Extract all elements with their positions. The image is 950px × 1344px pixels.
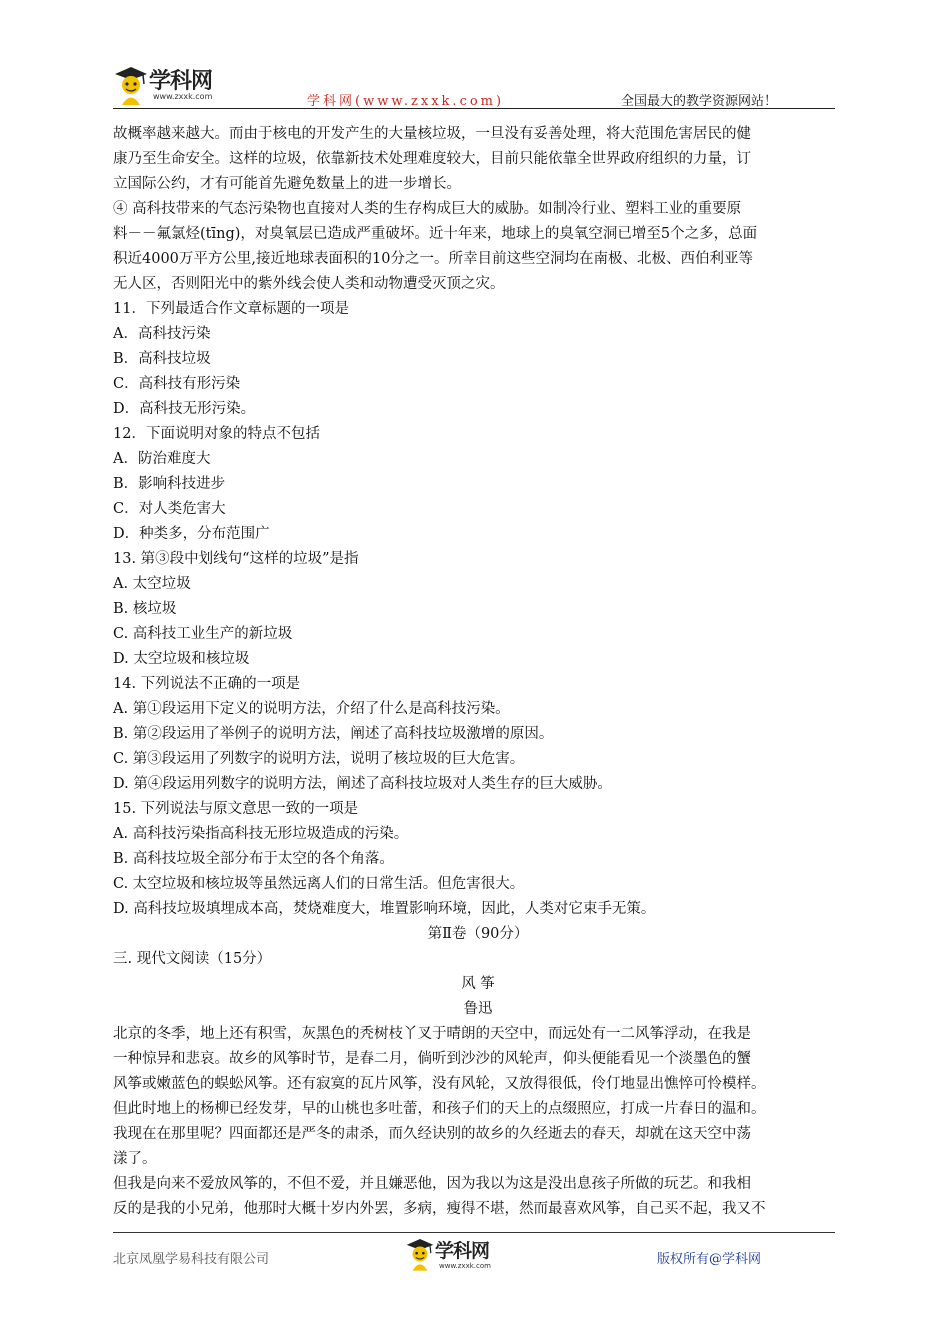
answer-option: D．高科技无形污染。 bbox=[113, 401, 256, 417]
footer-logo-url: www.zxxk.com bbox=[439, 1262, 491, 1270]
article-title: 风 筝 bbox=[461, 976, 495, 992]
answer-option: B. 高科技垃圾全部分布于太空的各个角落。 bbox=[113, 851, 394, 867]
passage-line: 漾了。 bbox=[113, 1151, 157, 1167]
passage-line: 一种惊异和悲哀。故乡的风筝时节，是春二月，倘听到沙沙的风轮声，仰头便能看见一个淡墨色的蟹 bbox=[113, 1051, 751, 1067]
passage-line: 康乃至生命安全。这样的垃圾，依靠新技术处理难度较大，目前只能依靠全世界政府组织的力量，订 bbox=[113, 151, 751, 167]
answer-option: D．种类多，分布范围广 bbox=[113, 526, 270, 542]
answer-option: A．高科技污染 bbox=[113, 326, 211, 342]
answer-option: A. 第①段运用下定义的说明方法，介绍了什么是高科技污染。 bbox=[113, 701, 510, 717]
site-logo[interactable] bbox=[113, 62, 233, 106]
answer-option: B. 核垃圾 bbox=[113, 601, 177, 617]
article-author: 鲁迅 bbox=[463, 1001, 493, 1017]
passage-line: 但我是向来不爱放风筝的，不但不爱，并且嫌恶他，因为我以为这是没出息孩子所做的玩艺。和我相 bbox=[113, 1176, 751, 1192]
passage-line: ④ 高科技带来的气态污染物也直接对人类的生存构成巨大的威胁。如制冷行业、塑料工业的重要原 bbox=[113, 201, 742, 217]
footer-company: 北京凤凰学易科技有限公司 bbox=[113, 1252, 270, 1267]
answer-option: C. 第③段运用了列数字的说明方法，说明了核垃圾的巨大危害。 bbox=[113, 751, 525, 767]
mascot-icon bbox=[113, 64, 149, 106]
section-heading: 第Ⅱ卷（90分） bbox=[427, 926, 529, 942]
answer-option: B．影响科技进步 bbox=[113, 476, 226, 492]
passage-line: 无人区，否则阳光中的紫外线会使人类和动物遭受灭顶之灾。 bbox=[113, 276, 505, 292]
section-title: 三. 现代文阅读（15分） bbox=[113, 951, 272, 967]
logo-url: www.zxxk.com bbox=[153, 92, 213, 101]
answer-option: C．高科技有形污染 bbox=[113, 376, 241, 392]
answer-option: D. 太空垃圾和核垃圾 bbox=[113, 651, 250, 667]
answer-option: B. 第②段运用了举例子的说明方法，阐述了高科技垃圾激增的原因。 bbox=[113, 726, 554, 742]
passage-line: 但此时地上的杨柳已经发芽，早的山桃也多吐蕾，和孩子们的天上的点缀照应，打成一片春日的温和。 bbox=[113, 1101, 766, 1117]
answer-option: C. 太空垃圾和核垃圾等虽然远离人们的日常生活。但危害很大。 bbox=[113, 876, 525, 892]
site-slogan: 全国最大的教学资源网站！ bbox=[621, 94, 778, 109]
answer-option: C. 高科技工业生产的新垃圾 bbox=[113, 626, 293, 642]
question-stem: 13. 第③段中划线句“这样的垃圾”是指 bbox=[113, 551, 359, 567]
answer-option: D. 高科技垃圾填埋成本高，焚烧难度大，堆置影响环境，因此，人类对它束手无策。 bbox=[113, 901, 656, 917]
question-stem: 15. 下列说法与原文意思一致的一项是 bbox=[113, 801, 359, 817]
question-stem: 11．下列最适合作文章标题的一项是 bbox=[113, 301, 349, 317]
logo-text: 学科网 bbox=[149, 69, 213, 94]
passage-line: 北京的冬季，地上还有积雪，灰黑色的秃树枝丫叉于晴朗的天空中，而远处有一二风筝浮动，在我是 bbox=[113, 1026, 751, 1042]
page-header bbox=[113, 62, 835, 108]
answer-option: A．防治难度大 bbox=[113, 451, 211, 467]
mascot-icon bbox=[405, 1236, 435, 1272]
site-link[interactable]: 学科网(www.zxxk.com) bbox=[307, 94, 505, 109]
answer-option: A. 太空垃圾 bbox=[113, 576, 191, 592]
footer-logo[interactable] bbox=[405, 1236, 505, 1278]
footer-logo-text: 学科网 bbox=[435, 1240, 490, 1262]
question-stem: 14. 下列说法不正确的一项是 bbox=[113, 676, 301, 692]
document-body bbox=[113, 122, 843, 1222]
passage-line: 我现在在那里呢？四面都还是严冬的肃杀，而久经诀别的故乡的久经逝去的春天，却就在这天空中荡 bbox=[113, 1126, 751, 1142]
passage-line: 故概率越来越大。而由于核电的开发产生的大量核垃圾，一旦没有妥善处理，将大范围危害居民的健 bbox=[113, 126, 751, 142]
header-divider bbox=[113, 108, 835, 109]
passage-line: 积近4000万平方公里,接近地球表面积的10分之一。所幸目前这些空洞均在南极、北极、西伯利亚等 bbox=[113, 251, 753, 267]
footer-divider bbox=[113, 1232, 835, 1233]
footer-copyright[interactable]: 版权所有@学科网 bbox=[657, 1252, 762, 1267]
passage-line: 反的是我的小兄弟，他那时大概十岁内外罢，多病，瘦得不堪，然而最喜欢风筝，自己买不起，我又不 bbox=[113, 1201, 766, 1217]
answer-option: D. 第④段运用列数字的说明方法，阐述了高科技垃圾对人类生存的巨大威胁。 bbox=[113, 776, 612, 792]
question-stem: 12．下面说明对象的特点不包括 bbox=[113, 426, 320, 442]
answer-option: B．高科技垃圾 bbox=[113, 351, 211, 367]
passage-line: 风筝或嫩蓝色的蜈蚣风筝。还有寂寞的瓦片风筝，没有风轮，又放得很低，伶仃地显出憔悴可怜模样。 bbox=[113, 1076, 766, 1092]
passage-line: 立国际公约，才有可能首先避免数量上的进一步增长。 bbox=[113, 176, 461, 192]
answer-option: A. 高科技污染指高科技无形垃圾造成的污染。 bbox=[113, 826, 409, 842]
page-footer bbox=[113, 1232, 835, 1282]
answer-option: C．对人类危害大 bbox=[113, 501, 226, 517]
passage-line: 料－－氟氯烃(tīng)，对臭氧层已造成严重破坏。近十年来，地球上的臭氧空洞已增至5个之多，总面 bbox=[113, 226, 758, 242]
